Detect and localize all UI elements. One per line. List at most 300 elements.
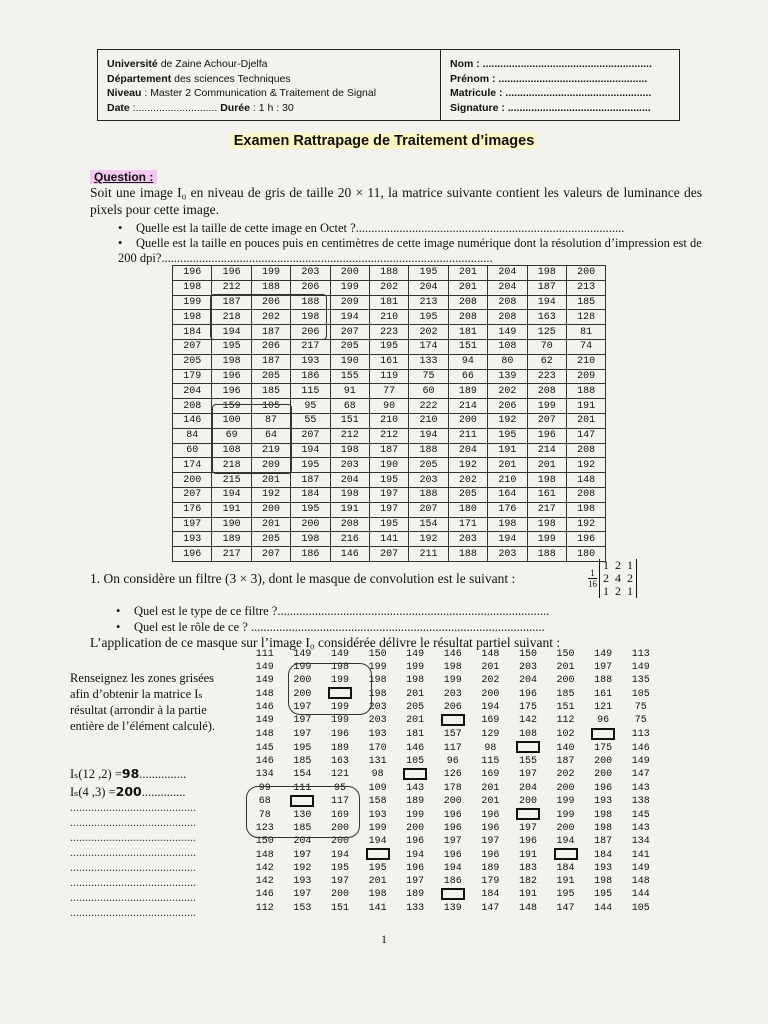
result-cell: 200 [556, 675, 575, 687]
result-cell: 199 [368, 662, 387, 674]
matrix-cell: 197 [369, 487, 408, 502]
matrix-cell: 184 [173, 325, 212, 340]
pencil-mark [212, 404, 292, 474]
matrix-row [173, 502, 606, 517]
matrix-cell: 161 [369, 354, 408, 369]
result-cell: 146 [406, 742, 425, 754]
blank-box[interactable] [516, 741, 540, 753]
mask-cell: 4 [615, 571, 621, 585]
result-cell: 197 [293, 728, 312, 740]
result-cell: 170 [368, 742, 387, 754]
result-cell: 178 [443, 782, 462, 794]
result-cell: 121 [330, 769, 349, 781]
result-cell: 196 [594, 782, 613, 794]
matrix-cell: 163 [527, 310, 566, 325]
matrix-cell: 188 [409, 487, 448, 502]
result-cell: 146 [631, 742, 650, 754]
matrix-cell: 203 [448, 532, 487, 547]
matrix-cell: 159 [212, 399, 251, 414]
result-row [246, 728, 660, 742]
result-cell: 197 [293, 701, 312, 713]
result-cell: 146 [255, 889, 274, 901]
matrix-cell: 94 [448, 354, 487, 369]
matrix-cell: 201 [527, 458, 566, 473]
result-cell: 142 [518, 715, 537, 727]
matrix-row [173, 339, 606, 354]
matrix-cell: 205 [251, 369, 290, 384]
result-cell: 198 [443, 662, 462, 674]
matrix-cell: 148 [566, 473, 605, 488]
matrix-cell: 202 [488, 384, 527, 399]
matrix-cell: 204 [448, 443, 487, 458]
matrix-cell: 155 [330, 369, 369, 384]
matrix-cell: 198 [212, 354, 251, 369]
result-cell: 200 [330, 823, 349, 835]
result-cell: 200 [293, 688, 312, 700]
result-cell: 105 [406, 755, 425, 767]
result-cell: 201 [406, 715, 425, 727]
result-cell: 126 [443, 769, 462, 781]
result-cell: 205 [406, 701, 425, 713]
result-cell: 198 [368, 889, 387, 901]
matrix-cell: 201 [448, 280, 487, 295]
matrix-cell: 206 [251, 295, 290, 310]
result-cell: 199 [406, 662, 425, 674]
result-cell: 121 [594, 701, 613, 713]
matrix-cell: 196 [212, 266, 251, 281]
matrix-cell: 192 [488, 413, 527, 428]
matrix-cell: 196 [173, 266, 212, 281]
matrix-cell: 196 [566, 532, 605, 547]
matrix-cell: 202 [409, 325, 448, 340]
matrix-cell: 204 [173, 384, 212, 399]
result-cell: 204 [518, 675, 537, 687]
matrix-cell: 195 [291, 458, 330, 473]
matrix-cell: 105 [251, 399, 290, 414]
matrix-cell: 174 [173, 458, 212, 473]
matrix-cell: 77 [369, 384, 408, 399]
result-cell: 151 [330, 902, 349, 914]
result-cell: 175 [518, 701, 537, 713]
result-cell: 189 [330, 742, 349, 754]
result-cell: 196 [443, 809, 462, 821]
result-cell: 151 [556, 701, 575, 713]
header-line: Niveau : Master 2 Communication & Traitement de Signal [107, 87, 377, 99]
result-cell: 96 [446, 755, 459, 767]
header-line: Département des sciences Techniques [107, 72, 291, 85]
matrix-cell: 125 [527, 325, 566, 340]
matrix-cell: 195 [409, 310, 448, 325]
matrix-cell: 151 [448, 339, 487, 354]
result-cell: 194 [330, 849, 349, 861]
matrix-cell: 210 [488, 473, 527, 488]
blank-cell[interactable] [509, 808, 547, 822]
result-cell: 200 [518, 796, 537, 808]
result-cell: 145 [255, 742, 274, 754]
blank-cell[interactable] [547, 848, 585, 862]
result-cell: 140 [556, 742, 575, 754]
matrix-cell: 215 [212, 473, 251, 488]
result-cell: 196 [518, 836, 537, 848]
result-cell: 197 [293, 849, 312, 861]
student-field[interactable]: Nom : .......................................................... [450, 58, 652, 70]
matrix-cell: 222 [409, 399, 448, 414]
matrix-cell: 187 [527, 280, 566, 295]
matrix-cell: 188 [291, 295, 330, 310]
matrix-row [173, 369, 606, 384]
matrix-cell: 133 [409, 354, 448, 369]
matrix-cell: 201 [566, 413, 605, 428]
result-cell: 200 [293, 675, 312, 687]
result-cell: 147 [481, 902, 500, 914]
matrix-row [173, 354, 606, 369]
mask-cell: 1 [603, 584, 609, 598]
result-cell: 197 [481, 836, 500, 848]
result-cell: 75 [634, 701, 647, 713]
matrix-cell: 194 [527, 295, 566, 310]
result-cell: 187 [556, 755, 575, 767]
matrix-cell: 189 [212, 532, 251, 547]
matrix-cell: 189 [448, 384, 487, 399]
result-cell: 98 [371, 769, 384, 781]
result-row [246, 862, 660, 875]
result-cell: 169 [330, 809, 349, 821]
matrix-cell: 212 [330, 428, 369, 443]
result-cell: 111 [255, 649, 274, 661]
result-cell: 200 [330, 889, 349, 901]
result-cell: 196 [481, 849, 500, 861]
result-cell: 189 [406, 796, 425, 808]
result-cell: 195 [556, 889, 575, 901]
convolution-mask [586, 559, 637, 598]
result-cell: 195 [594, 889, 613, 901]
result-cell: 196 [443, 823, 462, 835]
matrix-cell: 195 [369, 473, 408, 488]
matrix-cell: 217 [291, 339, 330, 354]
result-cell: 199 [406, 809, 425, 821]
matrix-cell: 223 [369, 325, 408, 340]
blank-box[interactable] [516, 808, 540, 820]
result-cell: 201 [481, 662, 500, 674]
matrix-cell: 212 [212, 280, 251, 295]
matrix-cell: 208 [566, 487, 605, 502]
result-cell: 193 [293, 876, 312, 888]
matrix-cell: 213 [566, 280, 605, 295]
result-cell: 145 [631, 809, 650, 821]
result-cell: 185 [293, 823, 312, 835]
matrix-cell: 208 [488, 295, 527, 310]
result-cell: 198 [368, 675, 387, 687]
result-cell: 199 [330, 675, 349, 687]
result-cell: 196 [481, 823, 500, 835]
matrix-cell: 210 [409, 413, 448, 428]
result-cell: 143 [406, 782, 425, 794]
blank-box[interactable] [591, 728, 615, 740]
result-cell: 185 [293, 755, 312, 767]
matrix-row [173, 487, 606, 502]
result-cell: 149 [255, 675, 274, 687]
result-cell: 131 [368, 755, 387, 767]
result-cell: 158 [368, 796, 387, 808]
header-line: Date :............................ Durée : 1 h : 30 [107, 101, 294, 114]
matrix-cell: 108 [212, 443, 251, 458]
result-cell: 155 [518, 755, 537, 767]
result-row [246, 648, 660, 661]
blank-cell[interactable] [396, 768, 434, 782]
matrix-cell: 195 [291, 502, 330, 517]
matrix-cell: 180 [448, 502, 487, 517]
matrix-row [173, 280, 606, 295]
matrix-cell: 188 [566, 384, 605, 399]
matrix-cell: 185 [566, 295, 605, 310]
matrix-cell: 186 [291, 369, 330, 384]
result-row [246, 768, 660, 782]
matrix-cell: 209 [566, 369, 605, 384]
result-cell: 186 [443, 876, 462, 888]
student-field[interactable]: Prénom : ................................................... [450, 72, 648, 85]
result-cell: 141 [368, 902, 387, 914]
matrix-cell: 62 [527, 354, 566, 369]
result-cell: 135 [631, 675, 650, 687]
matrix-cell: 199 [527, 532, 566, 547]
result-cell: 148 [255, 849, 274, 861]
blank-cell[interactable] [359, 848, 397, 862]
result-cell: 163 [330, 755, 349, 767]
result-cell: 200 [406, 823, 425, 835]
matrix-cell: 199 [173, 295, 212, 310]
result-cell: 198 [594, 876, 613, 888]
mask-cell: 2 [615, 584, 621, 598]
answer-lines: .......................................... .......................................... .......................................... .......................................... .......................................... .......................................... .......................................... .......................................... [70, 800, 196, 919]
matrix-cell: 219 [251, 443, 290, 458]
result-cell: 153 [293, 902, 312, 914]
matrix-cell: 87 [251, 413, 290, 428]
intro-paragraph: Soit une image I₀ en niveau de gris de taille 20 × 11, la matrice suivante contient les valeurs de luminance des pixels pour cette image. [90, 185, 702, 217]
result-cell: 148 [255, 688, 274, 700]
matrix-cell: 66 [448, 369, 487, 384]
matrix-cell: 171 [448, 517, 487, 532]
matrix-cell: 64 [251, 428, 290, 443]
matrix-cell: 204 [330, 473, 369, 488]
result-cell: 203 [368, 701, 387, 713]
mask-cell: 2 [615, 558, 621, 572]
matrix-cell: 199 [251, 266, 290, 281]
matrix-cell: 194 [488, 532, 527, 547]
matrix-cell: 115 [291, 384, 330, 399]
matrix-cell: 190 [330, 354, 369, 369]
result-cell: 149 [631, 862, 650, 874]
blank-cell[interactable] [434, 888, 472, 902]
matrix-cell: 211 [409, 547, 448, 562]
matrix-cell: 198 [566, 502, 605, 517]
matrix-cell: 200 [566, 266, 605, 281]
matrix-row [173, 517, 606, 532]
matrix-cell: 80 [488, 354, 527, 369]
result-cell: 191 [518, 889, 537, 901]
matrix-cell: 205 [448, 487, 487, 502]
result-cell: 184 [594, 849, 613, 861]
result-cell: 175 [594, 742, 613, 754]
matrix-cell: 197 [173, 517, 212, 532]
matrix-cell: 100 [212, 413, 251, 428]
matrix-cell: 199 [527, 399, 566, 414]
blank-cell[interactable] [509, 741, 547, 755]
matrix-cell: 128 [566, 310, 605, 325]
matrix-cell: 181 [369, 295, 408, 310]
matrix-cell: 195 [488, 428, 527, 443]
result-cell: 201 [556, 662, 575, 674]
matrix-cell: 197 [369, 502, 408, 517]
exam-header [97, 49, 680, 121]
matrix-row [173, 547, 606, 562]
matrix-cell: 207 [173, 339, 212, 354]
matrix-cell: 190 [212, 517, 251, 532]
matrix-cell: 179 [173, 369, 212, 384]
result-cell: 111 [293, 782, 312, 794]
result-cell: 113 [631, 728, 650, 740]
matrix-cell: 202 [251, 310, 290, 325]
matrix-cell: 216 [330, 532, 369, 547]
matrix-cell: 223 [527, 369, 566, 384]
matrix-cell: 205 [330, 339, 369, 354]
matrix-cell: 208 [330, 517, 369, 532]
matrix-cell: 192 [566, 517, 605, 532]
matrix-cell: 187 [251, 354, 290, 369]
matrix-cell: 146 [173, 413, 212, 428]
matrix-cell: 207 [409, 502, 448, 517]
blank-box[interactable] [403, 768, 427, 780]
blank-box[interactable] [366, 848, 390, 860]
result-cell: 193 [368, 728, 387, 740]
mask-cell: 2 [627, 571, 633, 585]
matrix-cell: 151 [330, 413, 369, 428]
result-cell: 194 [443, 862, 462, 874]
result-cell: 108 [518, 728, 537, 740]
matrix-cell: 188 [251, 280, 290, 295]
matrix-cell: 206 [251, 339, 290, 354]
result-cell: 192 [293, 862, 312, 874]
result-cell: 133 [406, 902, 425, 914]
result-cell: 105 [631, 902, 650, 914]
student-field[interactable]: Signature : ................................................. [450, 101, 651, 114]
result-cell: 197 [443, 836, 462, 848]
result-cell: 201 [481, 796, 500, 808]
result-cell: 78 [258, 809, 271, 821]
mask-factor-num: 1 [588, 568, 597, 579]
result-cell: 200 [330, 836, 349, 848]
result-cell: 150 [368, 649, 387, 661]
result-row [246, 848, 660, 862]
result-cell: 149 [631, 755, 650, 767]
result-cell: 184 [556, 862, 575, 874]
result-cell: 154 [293, 769, 312, 781]
result-row [246, 741, 660, 755]
result-cell: 198 [594, 823, 613, 835]
pencil-mark [288, 663, 372, 715]
blank-box[interactable] [441, 714, 465, 726]
result-cell: 200 [443, 796, 462, 808]
matrix-cell: 191 [330, 502, 369, 517]
matrix-cell: 207 [251, 547, 290, 562]
matrix-cell: 214 [527, 443, 566, 458]
matrix-cell: 200 [291, 517, 330, 532]
bullet-1: • Quelle est la taille de cette image en Octet ?...................................................................................... [118, 221, 625, 235]
matrix-cell: 200 [173, 473, 212, 488]
result-cell: 112 [556, 715, 575, 727]
blank-box[interactable] [441, 888, 465, 900]
result-cell: 197 [293, 889, 312, 901]
student-field[interactable]: Matricule : .................................................. [450, 87, 652, 99]
matrix-cell: 69 [212, 428, 251, 443]
matrix-cell: 203 [330, 458, 369, 473]
matrix-cell: 193 [291, 354, 330, 369]
result-cell: 68 [258, 796, 271, 808]
matrix-cell: 55 [291, 413, 330, 428]
matrix-cell: 149 [488, 325, 527, 340]
matrix-cell: 204 [409, 280, 448, 295]
matrix-cell: 203 [488, 547, 527, 562]
result-cell: 148 [255, 728, 274, 740]
exam-title: Examen Rattrapage de Traitement d’images [0, 133, 768, 149]
mask-matrix [600, 559, 636, 598]
result-cell: 191 [518, 849, 537, 861]
matrix-cell: 207 [369, 547, 408, 562]
matrix-cell: 205 [251, 532, 290, 547]
pencil-mark [210, 294, 327, 340]
answer-1: Iₛ(12 ,2) =98............... [70, 766, 187, 781]
result-cell: 157 [443, 728, 462, 740]
matrix-cell: 200 [448, 413, 487, 428]
matrix-cell: 198 [291, 532, 330, 547]
result-cell: 112 [255, 902, 274, 914]
matrix-cell: 184 [291, 487, 330, 502]
result-cell: 199 [556, 809, 575, 821]
matrix-cell: 192 [566, 458, 605, 473]
matrix-cell: 217 [212, 547, 251, 562]
matrix-cell: 188 [527, 547, 566, 562]
matrix-cell: 70 [527, 339, 566, 354]
mask-cell: 1 [627, 558, 633, 572]
result-cell: 196 [406, 862, 425, 874]
blank-cell[interactable] [584, 728, 622, 742]
result-cell: 195 [293, 742, 312, 754]
matrix-cell: 198 [173, 310, 212, 325]
blank-box[interactable] [554, 848, 578, 860]
result-cell: 115 [481, 755, 500, 767]
result-cell: 201 [368, 876, 387, 888]
matrix-cell: 192 [409, 532, 448, 547]
result-cell: 196 [330, 728, 349, 740]
result-cell: 206 [443, 701, 462, 713]
answer-2: Iₛ(4 ,3) =200.............. [70, 784, 186, 799]
result-cell: 75 [634, 715, 647, 727]
result-cell: 169 [481, 715, 500, 727]
result-cell: 201 [406, 688, 425, 700]
matrix-cell: 214 [448, 399, 487, 414]
result-cell: 197 [330, 876, 349, 888]
result-cell: 96 [597, 715, 610, 727]
result-cell: 147 [631, 769, 650, 781]
matrix-cell: 198 [527, 473, 566, 488]
result-row [246, 902, 660, 915]
blank-cell[interactable] [434, 714, 472, 728]
result-cell: 194 [481, 701, 500, 713]
result-cell: 148 [481, 649, 500, 661]
result-cell: 184 [481, 889, 500, 901]
result-cell: 200 [594, 769, 613, 781]
result-cell: 199 [368, 823, 387, 835]
result-cell: 188 [594, 675, 613, 687]
